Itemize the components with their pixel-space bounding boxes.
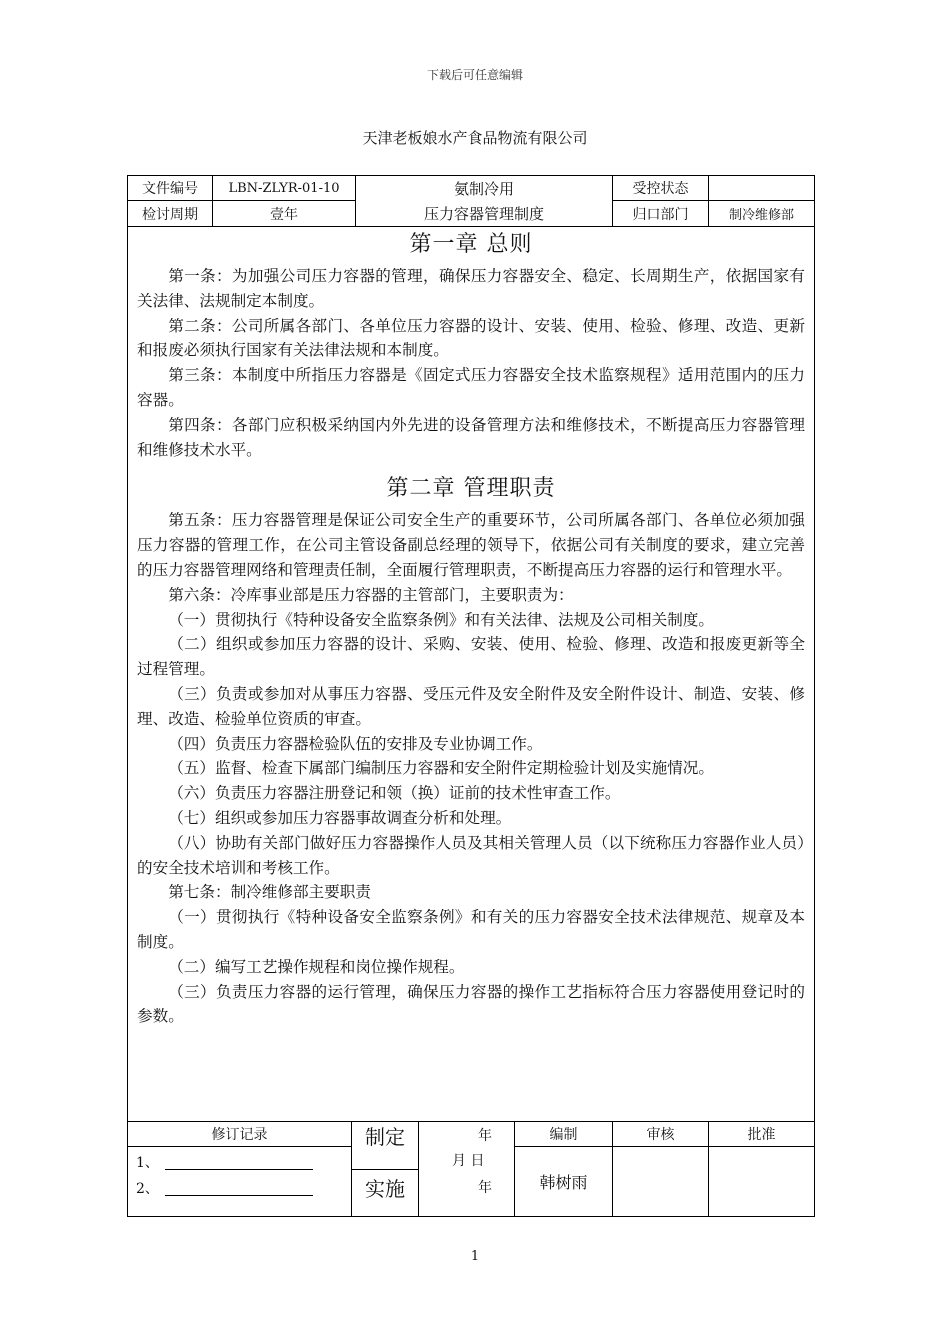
file-no-value: LBN-ZLYR-01-10: [228, 180, 340, 196]
article-1: 第一条：为加强公司压力容器的管理，确保压力容器安全、稳定、长周期生产，依据国家有关法律、法规制定本制度。: [137, 267, 805, 310]
article-3: 第三条：本制度中所指压力容器是《固定式压力容器安全技术监察规程》适用范围内的压力容器。: [137, 366, 805, 409]
document-body: [127, 226, 815, 1121]
duty-item: （二）组织或参加压力容器的设计、采购、安装、使用、检验、修理、改造和报废更新等全过程管理。: [137, 635, 805, 679]
chapter1-title: 第一章 总则: [409, 232, 533, 257]
duty-item: （二）编写工艺操作规程和岗位操作规程。: [168, 957, 465, 976]
file-no-label: 文件编号: [142, 181, 198, 197]
control-status-label: 受控状态: [632, 181, 689, 197]
duty-item: （三）负责或参加对从事压力容器、受压元件及安全附件及安全附件设计、制造、安装、修理、改造、检验单位资质的审查。: [137, 684, 805, 728]
page-number: 1: [470, 1249, 480, 1264]
doc-title-line1: 氨制冷用: [453, 179, 514, 198]
doc-info-table: [127, 175, 815, 227]
chapter2-paragraphs: [128, 508, 814, 1029]
company-name: 天津老板娘水产食品物流有限公司: [362, 129, 588, 147]
duty-item: （六）负责压力容器注册登记和领（换）证前的技术性审查工作。: [168, 784, 621, 803]
duty-item: （四）负责压力容器检验队伍的安排及专业协调工作。: [168, 734, 543, 753]
article-6: 第六条：冷库事业部是压力容器的主管部门，主要职责为：: [168, 585, 574, 604]
duty-item: （八）协助有关部门做好压力容器操作人员及其相关管理人员（以下统称压力容器作业人员）的安全技术培训和考核工作。: [137, 833, 805, 877]
implement-label: 实施: [365, 1176, 405, 1201]
duty-item: （五）监督、检查下属部门编制压力容器和安全附件定期检验计划及实施情况。: [168, 759, 714, 778]
revision-line-2: 2、: [136, 1178, 313, 1198]
review-cycle-label: 检讨周期: [142, 206, 198, 223]
duty-item: （三）负责压力容器的运行管理，确保压力容器的操作工艺指标符合压力容器使用登记时的参数。: [137, 982, 805, 1026]
duty-item: （一）贯彻执行《特种设备安全监察条例》和有关法律、法规及公司相关制度。: [168, 610, 714, 629]
article-5: 第五条：压力容器管理是保证公司安全生产的重要环节，公司所属各部门、各单位必须加强压力容器的管理工作，在公司主管设备副总经理的领导下，依据公司有关制度的要求，建立完善的压力容器管理网络和管理责任制，全面履行管理职责，不断提高压力容器的运行和管理水平。: [137, 511, 805, 579]
chapter2-title: 第二章 管理职责: [386, 476, 556, 502]
formulate-label: 制定: [365, 1124, 405, 1149]
header-note: 下载后可任意编辑: [426, 68, 523, 82]
editor-name: 韩树雨: [539, 1173, 588, 1192]
editor-label: 编制: [549, 1127, 578, 1143]
review-cycle-value: 壹年: [270, 206, 298, 223]
dept-value: 制冷维修部: [728, 208, 794, 223]
article-2: 第二条：公司所属各部门、各单位压力容器的设计、安装、使用、检验、修理、改造、更新和报废必须执行国家有关法律法规和本制度。: [137, 316, 805, 360]
dept-label: 归口部门: [632, 206, 689, 223]
duty-item: （七）组织或参加压力容器事故调查分析和处理。: [168, 808, 512, 827]
duty-item: （一）贯彻执行《特种设备安全监察条例》和有关的压力容器安全技术法律规范、规章及本制度。: [137, 908, 805, 951]
doc-title-line2: 压力容器管理制度: [423, 205, 544, 223]
control-status-value: [709, 176, 814, 200]
approver-label: 批准: [747, 1127, 776, 1143]
article-4: 第四条：各部门应积极采纳国内外先进的设备管理方法和维修技术，不断提高压力容器管理和维修技术水平。: [137, 415, 805, 459]
reviewer-label: 审核: [646, 1127, 675, 1143]
chapter1-paragraphs: [128, 264, 814, 462]
signoff-table: [127, 1121, 815, 1217]
article-7: 第七条：制冷维修部主要职责: [168, 883, 371, 902]
revision-record-label: 修订记录: [211, 1127, 268, 1143]
revision-line-1: 1、: [136, 1152, 313, 1172]
implement-year: 年: [478, 1180, 492, 1196]
formulate-month-day: 月 日: [452, 1153, 485, 1169]
formulate-year: 年: [478, 1128, 492, 1144]
